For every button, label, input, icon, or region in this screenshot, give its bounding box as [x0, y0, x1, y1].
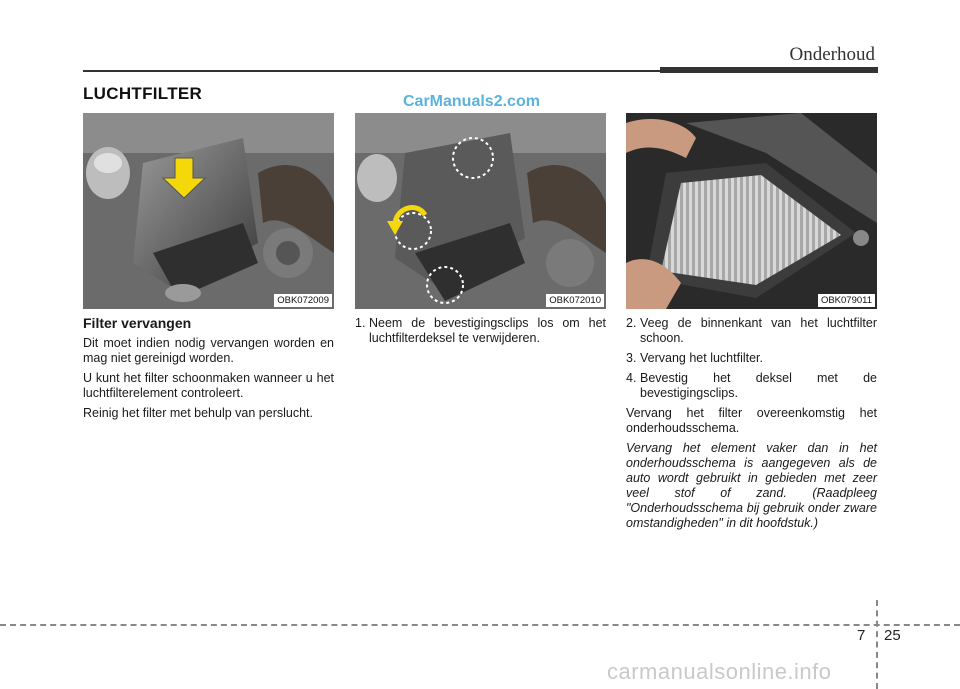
image-code: OBK072009	[274, 294, 332, 307]
step-number: 1.	[355, 316, 366, 330]
step-item	[626, 351, 877, 366]
step-text: Neem de bevestigingsclips los om het luchtfilterdeksel te verwijderen.	[369, 316, 606, 345]
subsection-heading: Filter vervangen	[83, 315, 192, 331]
step-number: 3.	[626, 351, 637, 365]
image-code: OBK079011	[818, 294, 875, 307]
header-rule	[83, 70, 660, 72]
footer-divider	[876, 600, 878, 689]
footer-rule	[0, 624, 960, 626]
engine-photo-2	[355, 113, 606, 309]
note-text: Vervang het element vaker dan in het onderhoudsschema is aangegeven als de auto wordt gebruikt in gebieden met zeer veel stof of zand. (Raadpleeg "Onderhoudsschema bij gebruik onder zware omstandigheden" in dit hoofdstuk.)	[626, 441, 877, 530]
column-3	[626, 316, 877, 536]
watermark-text: CarManuals2.com	[403, 93, 540, 110]
column-2	[355, 316, 606, 351]
image-code: OBK072010	[546, 294, 604, 307]
filter-illustration	[626, 113, 877, 309]
paragraph: U kunt het filter schoonmaken wanneer u het luchtfilterelement controleert.	[83, 371, 334, 400]
page-number: 25	[884, 627, 901, 644]
header-rule-thick	[660, 67, 878, 73]
step-number: 2.	[626, 316, 637, 330]
site-watermark: carmanualsonline.info	[607, 659, 832, 684]
filter-photo	[626, 113, 877, 309]
step-item	[355, 316, 606, 346]
step-text: Bevestig het deksel met de bevestigingsclips.	[640, 371, 877, 400]
paragraph: Vervang het filter overeenkomstig het onderhoudsschema.	[626, 406, 877, 435]
paragraph: Dit moet indien nodig vervangen worden en mag niet gereinigd worden.	[83, 336, 334, 365]
engine-illustration-2	[355, 113, 606, 309]
step-item	[626, 316, 877, 346]
page-header-title: Onderhoud	[789, 44, 875, 65]
step-text: Veeg de binnenkant van het luchtfilter schoon.	[640, 316, 877, 345]
engine-illustration-1	[83, 113, 334, 309]
step-number: 4.	[626, 371, 637, 385]
paragraph: Reinig het filter met behulp van perslucht.	[83, 406, 313, 420]
column-1	[83, 316, 334, 426]
chapter-number: 7	[857, 627, 866, 644]
engine-photo-1	[83, 113, 334, 309]
section-title: LUCHTFILTER	[83, 84, 203, 103]
step-item	[626, 371, 877, 401]
step-text: Vervang het luchtfilter.	[640, 351, 763, 365]
